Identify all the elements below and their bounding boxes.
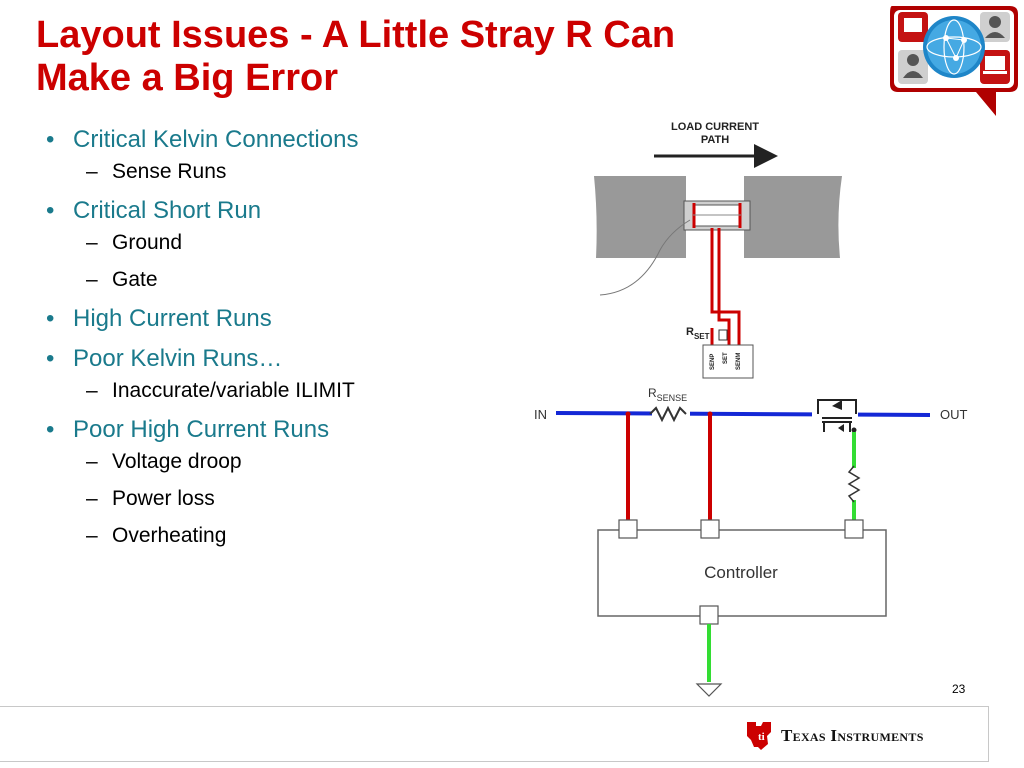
presentation-logo-icon: [884, 0, 1024, 118]
sub-bullet-item: – Overheating: [73, 523, 464, 549]
bullet-text: Poor Kelvin Runs…: [73, 345, 283, 372]
controller-pin: [619, 520, 637, 538]
sub-bullet-item: – Voltage droop: [73, 449, 464, 475]
bullet-item: [44, 344, 464, 404]
title-line-1: Layout Issues - A Little Stray R Can: [36, 14, 676, 56]
sub-bullet-item: – Sense Runs: [73, 159, 464, 185]
bullet-text: Poor High Current Runs: [73, 416, 330, 443]
bullet-item: [44, 304, 464, 334]
load-current-label-1: LOAD CURRENT: [671, 121, 759, 133]
sub-bullet-item: – Inaccurate/variable ILIMIT: [73, 378, 464, 404]
in-label: IN: [534, 407, 547, 422]
controller-pin: [700, 606, 718, 624]
bullet-text: Critical Kelvin Connections: [73, 126, 359, 153]
rsense-label: $R_{SENSE}$: [648, 386, 688, 403]
controller-pin: [701, 520, 719, 538]
ti-logo: [745, 718, 924, 754]
sub-bullet-item: – Gate: [73, 267, 464, 293]
out-label: OUT: [940, 407, 968, 422]
pin-set-label: SET: [723, 352, 729, 364]
svg-text:ti: ti: [758, 731, 765, 743]
sub-bullet-item: – Power loss: [73, 486, 464, 512]
rset-resistor: [719, 330, 727, 340]
sub-bullet-item: – Ground: [73, 230, 464, 256]
pin-senm-label: SENM: [736, 352, 742, 370]
bullet-item: [44, 125, 464, 185]
pin-senp-label: SENP: [710, 353, 716, 370]
sub-bullet-list: [73, 378, 464, 404]
bullet-item: [44, 196, 464, 293]
power-rail: [556, 413, 930, 415]
brand-name: Texas Instruments: [781, 726, 924, 745]
sense-trace-2: [719, 228, 729, 345]
circuit-diagram: [528, 112, 1024, 702]
bullet-list: [44, 125, 464, 560]
sense-trace-1: [712, 228, 739, 345]
bullet-text: High Current Runs: [73, 305, 272, 332]
sub-bullet-list: [73, 159, 464, 185]
load-current-label-2: PATH: [700, 134, 730, 146]
copper-pour-left: [594, 176, 686, 258]
texas-instruments-logo-icon: [745, 720, 773, 752]
bullet-item: [44, 415, 464, 549]
sub-bullet-list: [73, 449, 464, 549]
controller-pin: [845, 520, 863, 538]
controller-label: Controller: [704, 563, 778, 582]
copper-pour-right: [744, 176, 842, 258]
page-number: 23: [952, 682, 966, 696]
mosfet-icon: [812, 400, 858, 433]
title-line-2: Make a Big Error: [36, 57, 338, 99]
bullet-text: Critical Short Run: [73, 197, 262, 224]
sub-bullet-list: [73, 230, 464, 293]
slide-title: [36, 14, 866, 100]
rset-label: $R_{SET}$: [686, 326, 710, 341]
ground-symbol-icon: [697, 684, 721, 696]
